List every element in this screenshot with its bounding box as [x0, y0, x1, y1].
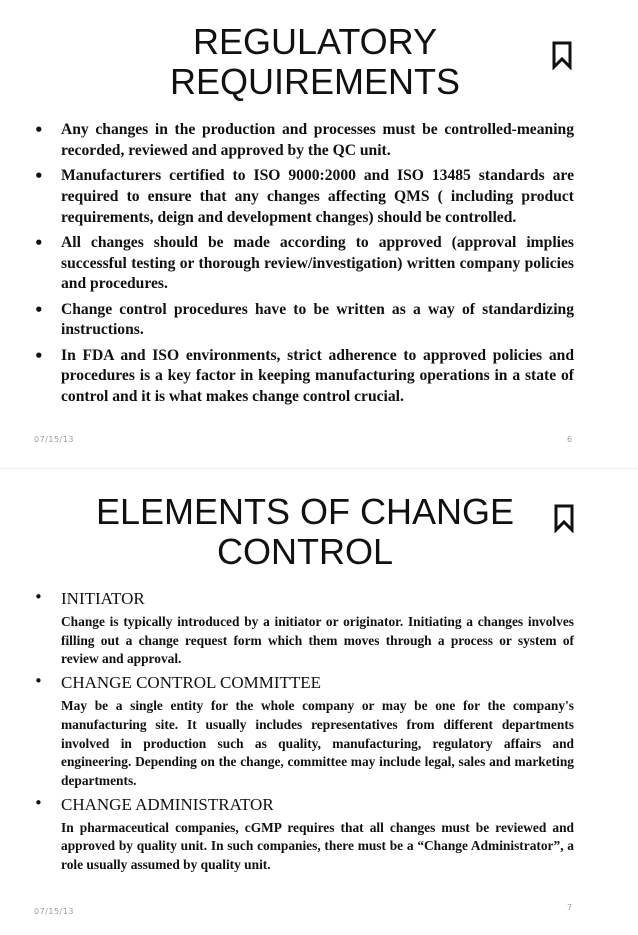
list-item [34, 233, 574, 295]
slide-title [70, 492, 540, 573]
bullet-icon: • [34, 793, 43, 812]
bullet-icon: • [34, 121, 44, 139]
footer-date: 07/15/13 [34, 907, 74, 916]
list-item [34, 346, 574, 408]
element-description: In pharmaceutical companies, cGMP requires that all changes must be reviewed and approved by quality unit. In such companies, there must be a “Change Administrator”, a role usually assumed by quality unit. [61, 819, 574, 873]
element-title: INITIATOR [61, 589, 145, 608]
bullet-text: Manufacturers certified to ISO 9000:2000 and ISO 13485 standards are required to ensure that any changes affecting QMS ( including product requirements, deign and development changes) should be controlled. [61, 166, 574, 226]
slide-title-line-2: REQUIREMENTS [169, 61, 461, 103]
list-item [34, 120, 574, 162]
bullet-icon: • [34, 166, 44, 185]
slide-title [110, 22, 520, 103]
footer-date: 07/15/13 [34, 435, 74, 444]
slide-divider [0, 468, 638, 469]
bullet-icon: • [34, 588, 43, 606]
list-item [34, 166, 574, 228]
bookmark-icon[interactable] [551, 40, 573, 70]
bullet-icon: • [34, 300, 44, 319]
element-list [34, 588, 574, 878]
bullet-text: In FDA and ISO environments, strict adherence to approved policies and procedures is a key factor in keeping manufacturing operations in a state of control and it is what makes change control crucial. [61, 346, 574, 406]
bullet-icon: • [34, 346, 44, 365]
bullet-text: Any changes in the production and processes must be controlled-meaning recorded, reviewed and approved by the QC unit. [61, 121, 574, 159]
list-item [34, 588, 574, 669]
slide-regulatory-requirements [0, 0, 638, 462]
bullet-text: Change control procedures have to be written as a way of standardizing instructions. [61, 300, 574, 339]
list-item [34, 794, 574, 875]
slide-title-line-1: REGULATORY [192, 21, 438, 62]
bullet-icon: • [34, 672, 43, 691]
list-item [34, 300, 574, 342]
bullet-list [34, 120, 574, 412]
element-description: May be a single entity for the whole company or may be one for the company's manufacturing site. It usually includes representatives from different departments involved in production such as quality, manufacturing, regulatory affairs and engineering. Depending on the change, committee may include legal, sales and marketing departments. [61, 698, 574, 788]
page-number: 6 [567, 435, 573, 444]
slide-title-line-2: CONTROL [216, 531, 393, 573]
element-description: Change is typically introduced by a initiator or originator. Initiating a changes involves filling out a change request form which them moves through a process or system of review and approval. [61, 614, 574, 667]
element-title: CHANGE ADMINISTRATOR [61, 794, 274, 814]
bookmark-icon[interactable] [553, 503, 575, 533]
list-item [34, 672, 574, 791]
slide-title-line-1: ELEMENTS OF CHANGE [95, 491, 515, 532]
element-title: CHANGE CONTROL COMMITTEE [61, 673, 322, 693]
bullet-text: All changes should be made according to approved (approval implies successful testing or thorough review/investigation) written company policies and procedures. [61, 233, 574, 293]
bullet-icon: • [34, 233, 44, 252]
slide-elements-of-change-control [0, 478, 638, 935]
page-number: 7 [567, 903, 573, 912]
